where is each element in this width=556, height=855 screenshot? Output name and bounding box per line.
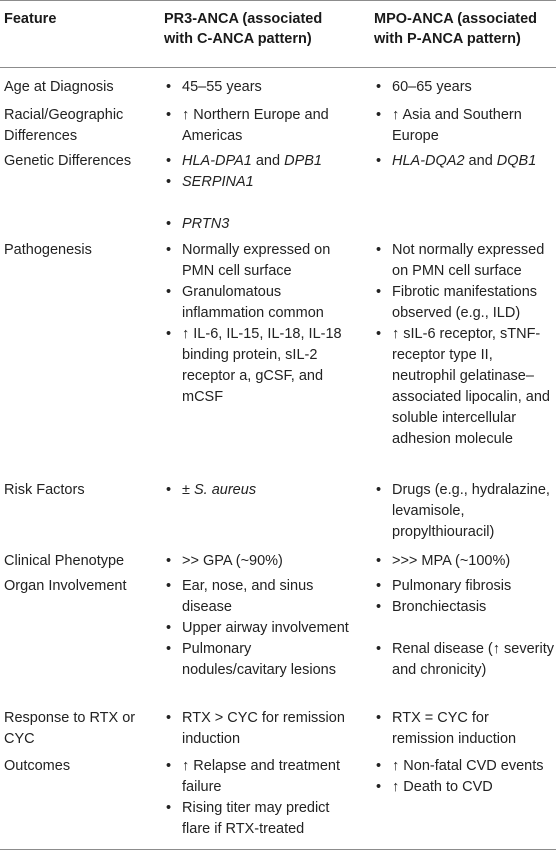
bullet-icon: • [166,758,172,774]
feature-label: Pathogenesis [4,242,92,258]
pr3-cell [164,240,354,408]
bullet-icon: • [376,641,382,657]
pr3-cell [164,551,354,572]
list-item: • RTX = CYC for remission induction [376,710,517,747]
mpo-cell [374,151,554,172]
list-item: • ↑ sIL-6 receptor, sTNF-receptor type II, neutrophil gelatinase–associated lipocalin, and soluble intercellular adhesion molecule [376,326,550,447]
bullet-icon: • [166,553,172,569]
list-item: • ↑ Non-fatal CVD events [374,756,554,777]
bullet-icon: • [376,326,382,342]
bullet-icon: • [376,482,382,498]
bullet-icon: • [376,284,382,300]
list-item: • Bronchiectasis [374,597,554,618]
header-mpo-anca: MPO-ANCA (associated with P-ANCA pattern) [374,11,538,47]
bullet-icon: • [166,641,172,657]
list-item: • Rising titer may predict flare if RTX-treated [166,800,330,837]
pr3-cell [164,480,354,501]
pr3-cell [164,105,354,147]
bullet-icon: • [166,284,172,300]
feature-label: Racial/Geographic Differences [4,107,124,144]
list-item: • ↑ Relapse and treatment failure [166,758,340,795]
header-pr3-anca: PR3-ANCA (associated with C-ANCA pattern) [164,11,323,47]
table-bottom-rule [0,849,556,850]
list-item: • HLA-DQA2 and DQB1 [374,151,554,172]
list-item: • 45–55 years [164,77,354,98]
list-item: • Renal disease (↑ severity and chronicity) [376,641,554,678]
mpo-cell [374,240,554,450]
pr3-cell [164,77,354,98]
table-header-rule [0,67,556,68]
list-item: • >>> MPA (~100%) [374,551,554,572]
feature-label: Response to RTX or CYC [4,710,136,747]
feature-label: Outcomes [4,758,71,774]
pr3-cell [164,576,354,681]
pr3-cell [164,151,354,235]
list-item: • Pulmonary fibrosis [374,576,554,597]
bullet-icon: • [166,174,172,190]
list-item: • ↑ Death to CVD [374,777,554,798]
bullet-icon: • [166,578,172,594]
list-item: • Drugs (e.g., hydralazine, levamisole, propylthiouracil) [376,482,550,540]
bullet-icon: • [376,242,382,258]
list-item: • RTX > CYC for remission induction [166,710,345,747]
header-feature: Feature [4,11,57,27]
mpo-cell [374,576,554,681]
pr3-cell [164,756,354,840]
list-item: • PRTN3 [164,214,354,235]
bullet-icon: • [376,779,382,795]
bullet-icon: • [376,79,382,95]
mpo-cell [374,708,554,750]
feature-label: Age at Diagnosis [4,79,114,95]
list-item: • ↑ Asia and Southern Europe [376,107,522,144]
bullet-icon: • [166,710,172,726]
bullet-icon: • [376,710,382,726]
bullet-icon: • [376,578,382,594]
bullet-icon: • [166,153,172,169]
bullet-icon: • [166,620,172,636]
bullet-icon: • [166,79,172,95]
list-item: • Fibrotic manifestations observed (e.g., ILD) [376,284,538,321]
feature-label: Genetic Differences [4,153,132,169]
bullet-icon: • [166,107,172,123]
list-item: • Pulmonary nodules/cavitary lesions [166,641,336,678]
list-item: • Normally expressed on PMN cell surface [166,242,331,279]
feature-label: Risk Factors [4,482,85,498]
feature-label: Clinical Phenotype [4,553,125,569]
bullet-icon: • [166,216,172,232]
list-item: • ↑ Northern Europe and Americas [166,107,329,144]
list-item: • Granulomatous inflammation common [166,284,324,321]
bullet-icon: • [166,800,172,816]
bullet-icon: • [166,482,172,498]
list-item: • Upper airway involvement [164,618,354,639]
bullet-icon: • [166,242,172,258]
table-top-rule [0,0,556,1]
bullet-icon: • [166,326,172,342]
mpo-cell [374,105,554,147]
mpo-cell [374,480,554,543]
list-item: • Not normally expressed on PMN cell surface [376,242,545,279]
list-item: • ± S. aureus [164,480,354,501]
list-item: • SERPINA1 [164,172,354,193]
list-item: • Ear, nose, and sinus disease [166,578,314,615]
list-item: • HLA-DPA1 and DPB1 [164,151,354,172]
bullet-icon: • [376,758,382,774]
bullet-icon: • [376,107,382,123]
pr3-cell [164,708,354,750]
list-item: • >> GPA (~90%) [164,551,354,572]
mpo-cell [374,756,554,798]
bullet-icon: • [376,153,382,169]
mpo-cell [374,551,554,572]
bullet-icon: • [376,553,382,569]
list-item: • 60–65 years [374,77,554,98]
list-item: • ↑ IL-6, IL-15, IL-18, IL-18 binding protein, sIL-2 receptor a, gCSF, and mCSF [166,326,342,405]
feature-label: Organ Involvement [4,578,127,594]
mpo-cell [374,77,554,98]
bullet-icon: • [376,599,382,615]
